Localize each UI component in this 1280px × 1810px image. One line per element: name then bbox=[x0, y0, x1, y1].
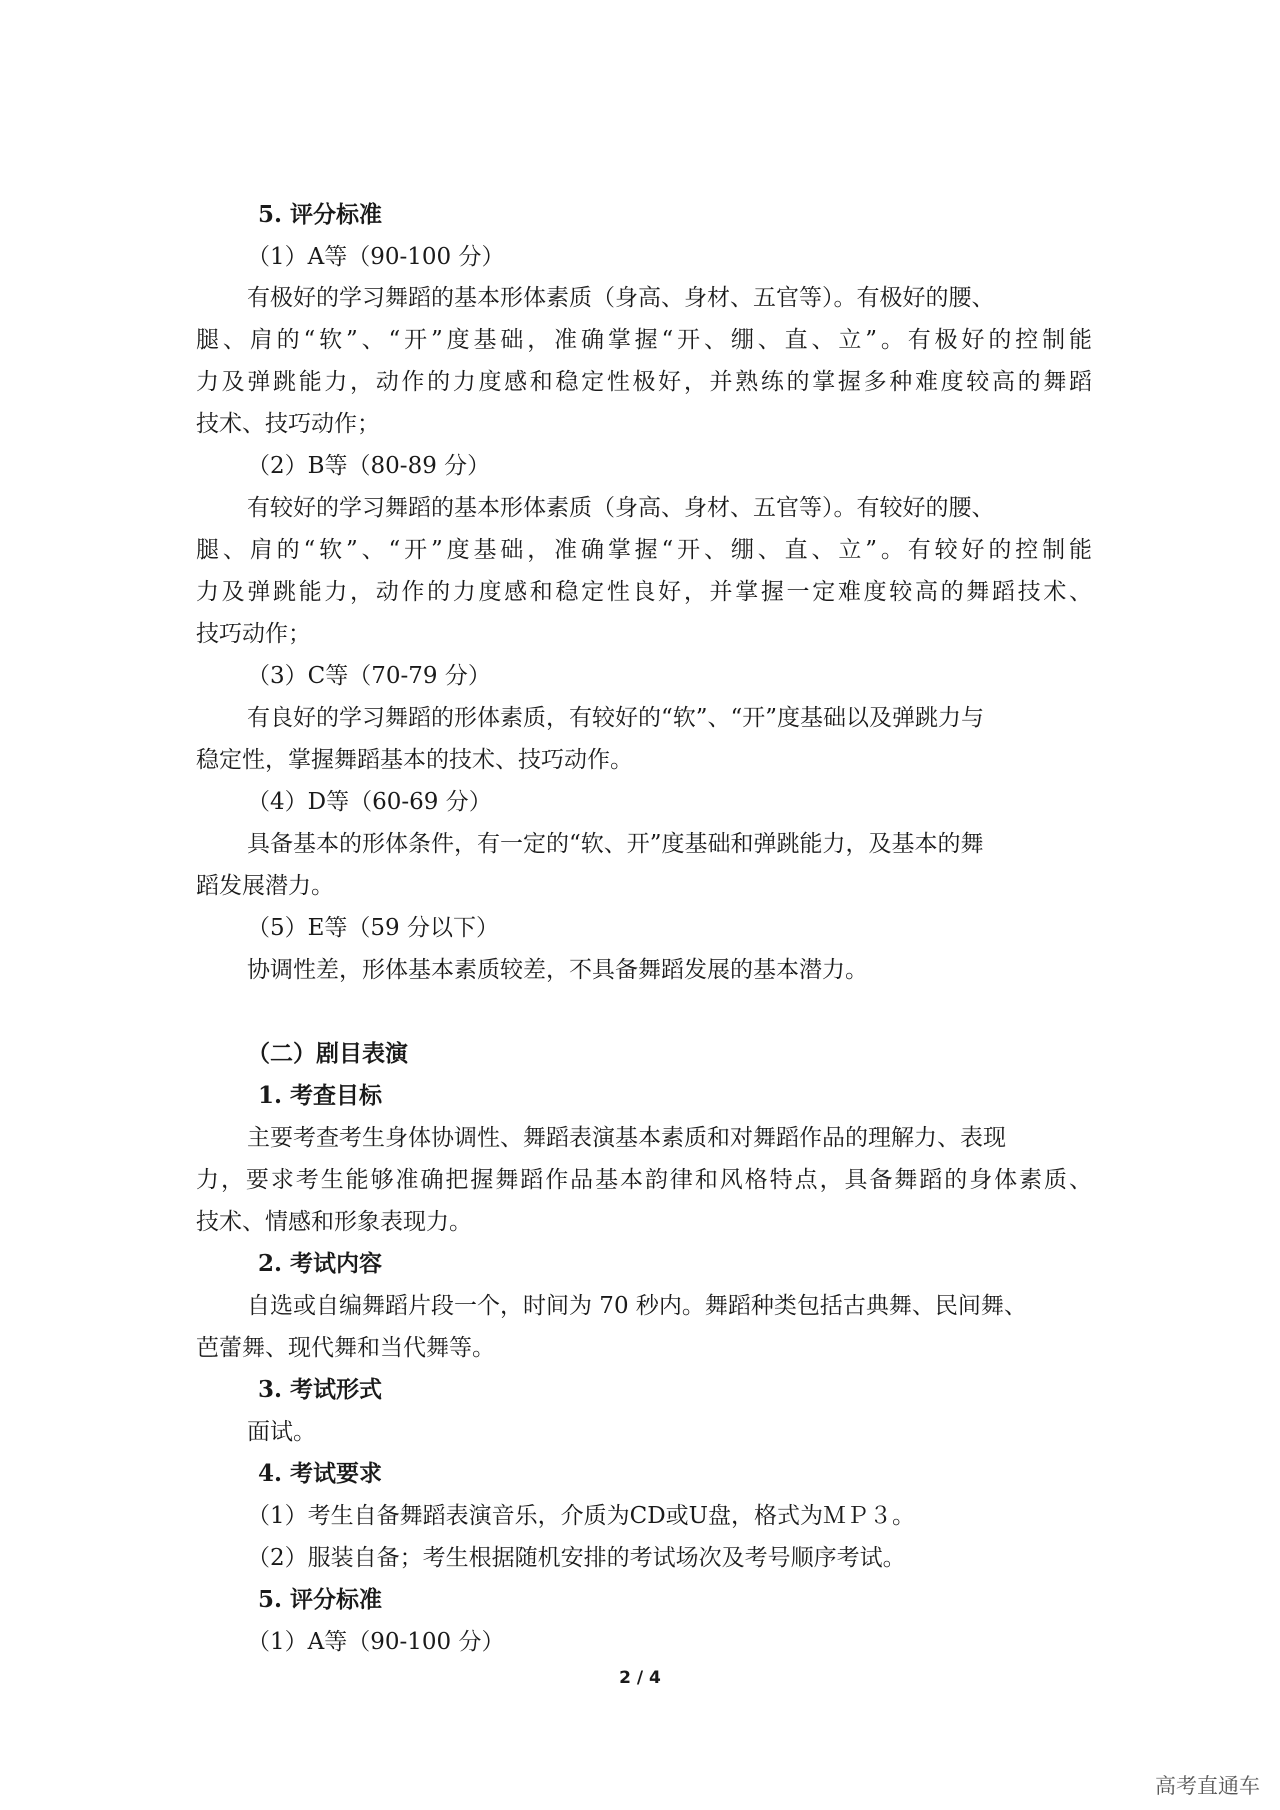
grade-b-heading: （2）B等（80-89 分） bbox=[247, 453, 491, 479]
paragraph-line: 主要考查考生身体协调性、舞蹈表演基本素质和对舞蹈作品的理解力、表现 bbox=[247, 1125, 1006, 1151]
subheading-scoring: 5. 评分标准 bbox=[258, 1586, 383, 1613]
paragraph-line: 蹈发展潜力。 bbox=[196, 873, 334, 899]
paragraph-line: 技巧动作； bbox=[196, 621, 311, 647]
grade-c-heading: （3）C等（70-79 分） bbox=[247, 663, 491, 689]
paragraph-line: 腿、肩的“软”、“开”度基础，准确掌握“开、绷、直、立”。有较好的控制能 bbox=[196, 537, 1092, 563]
paragraph-line: 技术、情感和形象表现力。 bbox=[196, 1209, 472, 1235]
grade-d-heading: （4）D等（60-69 分） bbox=[247, 789, 492, 815]
section-heading-scoring: 5. 评分标准 bbox=[258, 201, 383, 228]
section-heading-repertoire: （二）剧目表演 bbox=[247, 1040, 408, 1067]
paragraph-line: 有极好的学习舞蹈的基本形体素质（身高、身材、五官等）。有极好的腰、 bbox=[247, 285, 995, 311]
grade-e-heading: （5）E等（59 分以下） bbox=[247, 915, 500, 941]
paragraph-line: 面试。 bbox=[247, 1419, 316, 1445]
grade-a-heading: （1）A等（90-100 分） bbox=[247, 1629, 505, 1655]
paragraph-line: 有较好的学习舞蹈的基本形体素质（身高、身材、五官等）。有较好的腰、 bbox=[247, 495, 995, 521]
subheading-requirements: 4. 考试要求 bbox=[258, 1460, 383, 1487]
subheading-objective: 1. 考查目标 bbox=[258, 1082, 383, 1109]
paragraph-line: 技术、技巧动作； bbox=[196, 411, 380, 437]
paragraph-line: 力及弹跳能力，动作的力度感和稳定性极好，并熟练的掌握多种难度较高的舞蹈 bbox=[196, 369, 1092, 395]
paragraph-line: 腿、肩的“软”、“开”度基础，准确掌握“开、绷、直、立”。有极好的控制能 bbox=[196, 327, 1092, 353]
requirement-item: （2）服装自备；考生根据随机安排的考试场次及考号顺序考试。 bbox=[247, 1545, 906, 1571]
subheading-format: 3. 考试形式 bbox=[258, 1376, 383, 1403]
paragraph-line: 协调性差，形体基本素质较差，不具备舞蹈发展的基本潜力。 bbox=[247, 957, 868, 983]
paragraph-line: 力及弹跳能力，动作的力度感和稳定性良好，并掌握一定难度较高的舞蹈技术、 bbox=[196, 579, 1092, 605]
paragraph-line: 芭蕾舞、现代舞和当代舞等。 bbox=[196, 1335, 495, 1361]
paragraph-line: 稳定性，掌握舞蹈基本的技术、技巧动作。 bbox=[196, 747, 633, 773]
paragraph-line: 力，要求考生能够准确把握舞蹈作品基本韵律和风格特点，具备舞蹈的身体素质、 bbox=[196, 1167, 1092, 1193]
watermark: 高考直通车 bbox=[1155, 1774, 1260, 1798]
grade-a-heading: （1）A等（90-100 分） bbox=[247, 244, 505, 270]
subheading-content: 2. 考试内容 bbox=[258, 1250, 383, 1277]
page-number: 2 / 4 bbox=[619, 1668, 661, 1688]
paragraph-line: 具备基本的形体条件，有一定的“软、开”度基础和弹跳能力，及基本的舞 bbox=[247, 831, 984, 857]
paragraph-line: 自选或自编舞蹈片段一个，时间为 70 秒内。舞蹈种类包括古典舞、民间舞、 bbox=[247, 1293, 1027, 1319]
paragraph-line: 有良好的学习舞蹈的形体素质，有较好的“软”、“开”度基础以及弹跳力与 bbox=[247, 705, 985, 731]
requirement-item: （1）考生自备舞蹈表演音乐，介质为CD或U盘，格式为ＭＰ３。 bbox=[247, 1503, 916, 1529]
